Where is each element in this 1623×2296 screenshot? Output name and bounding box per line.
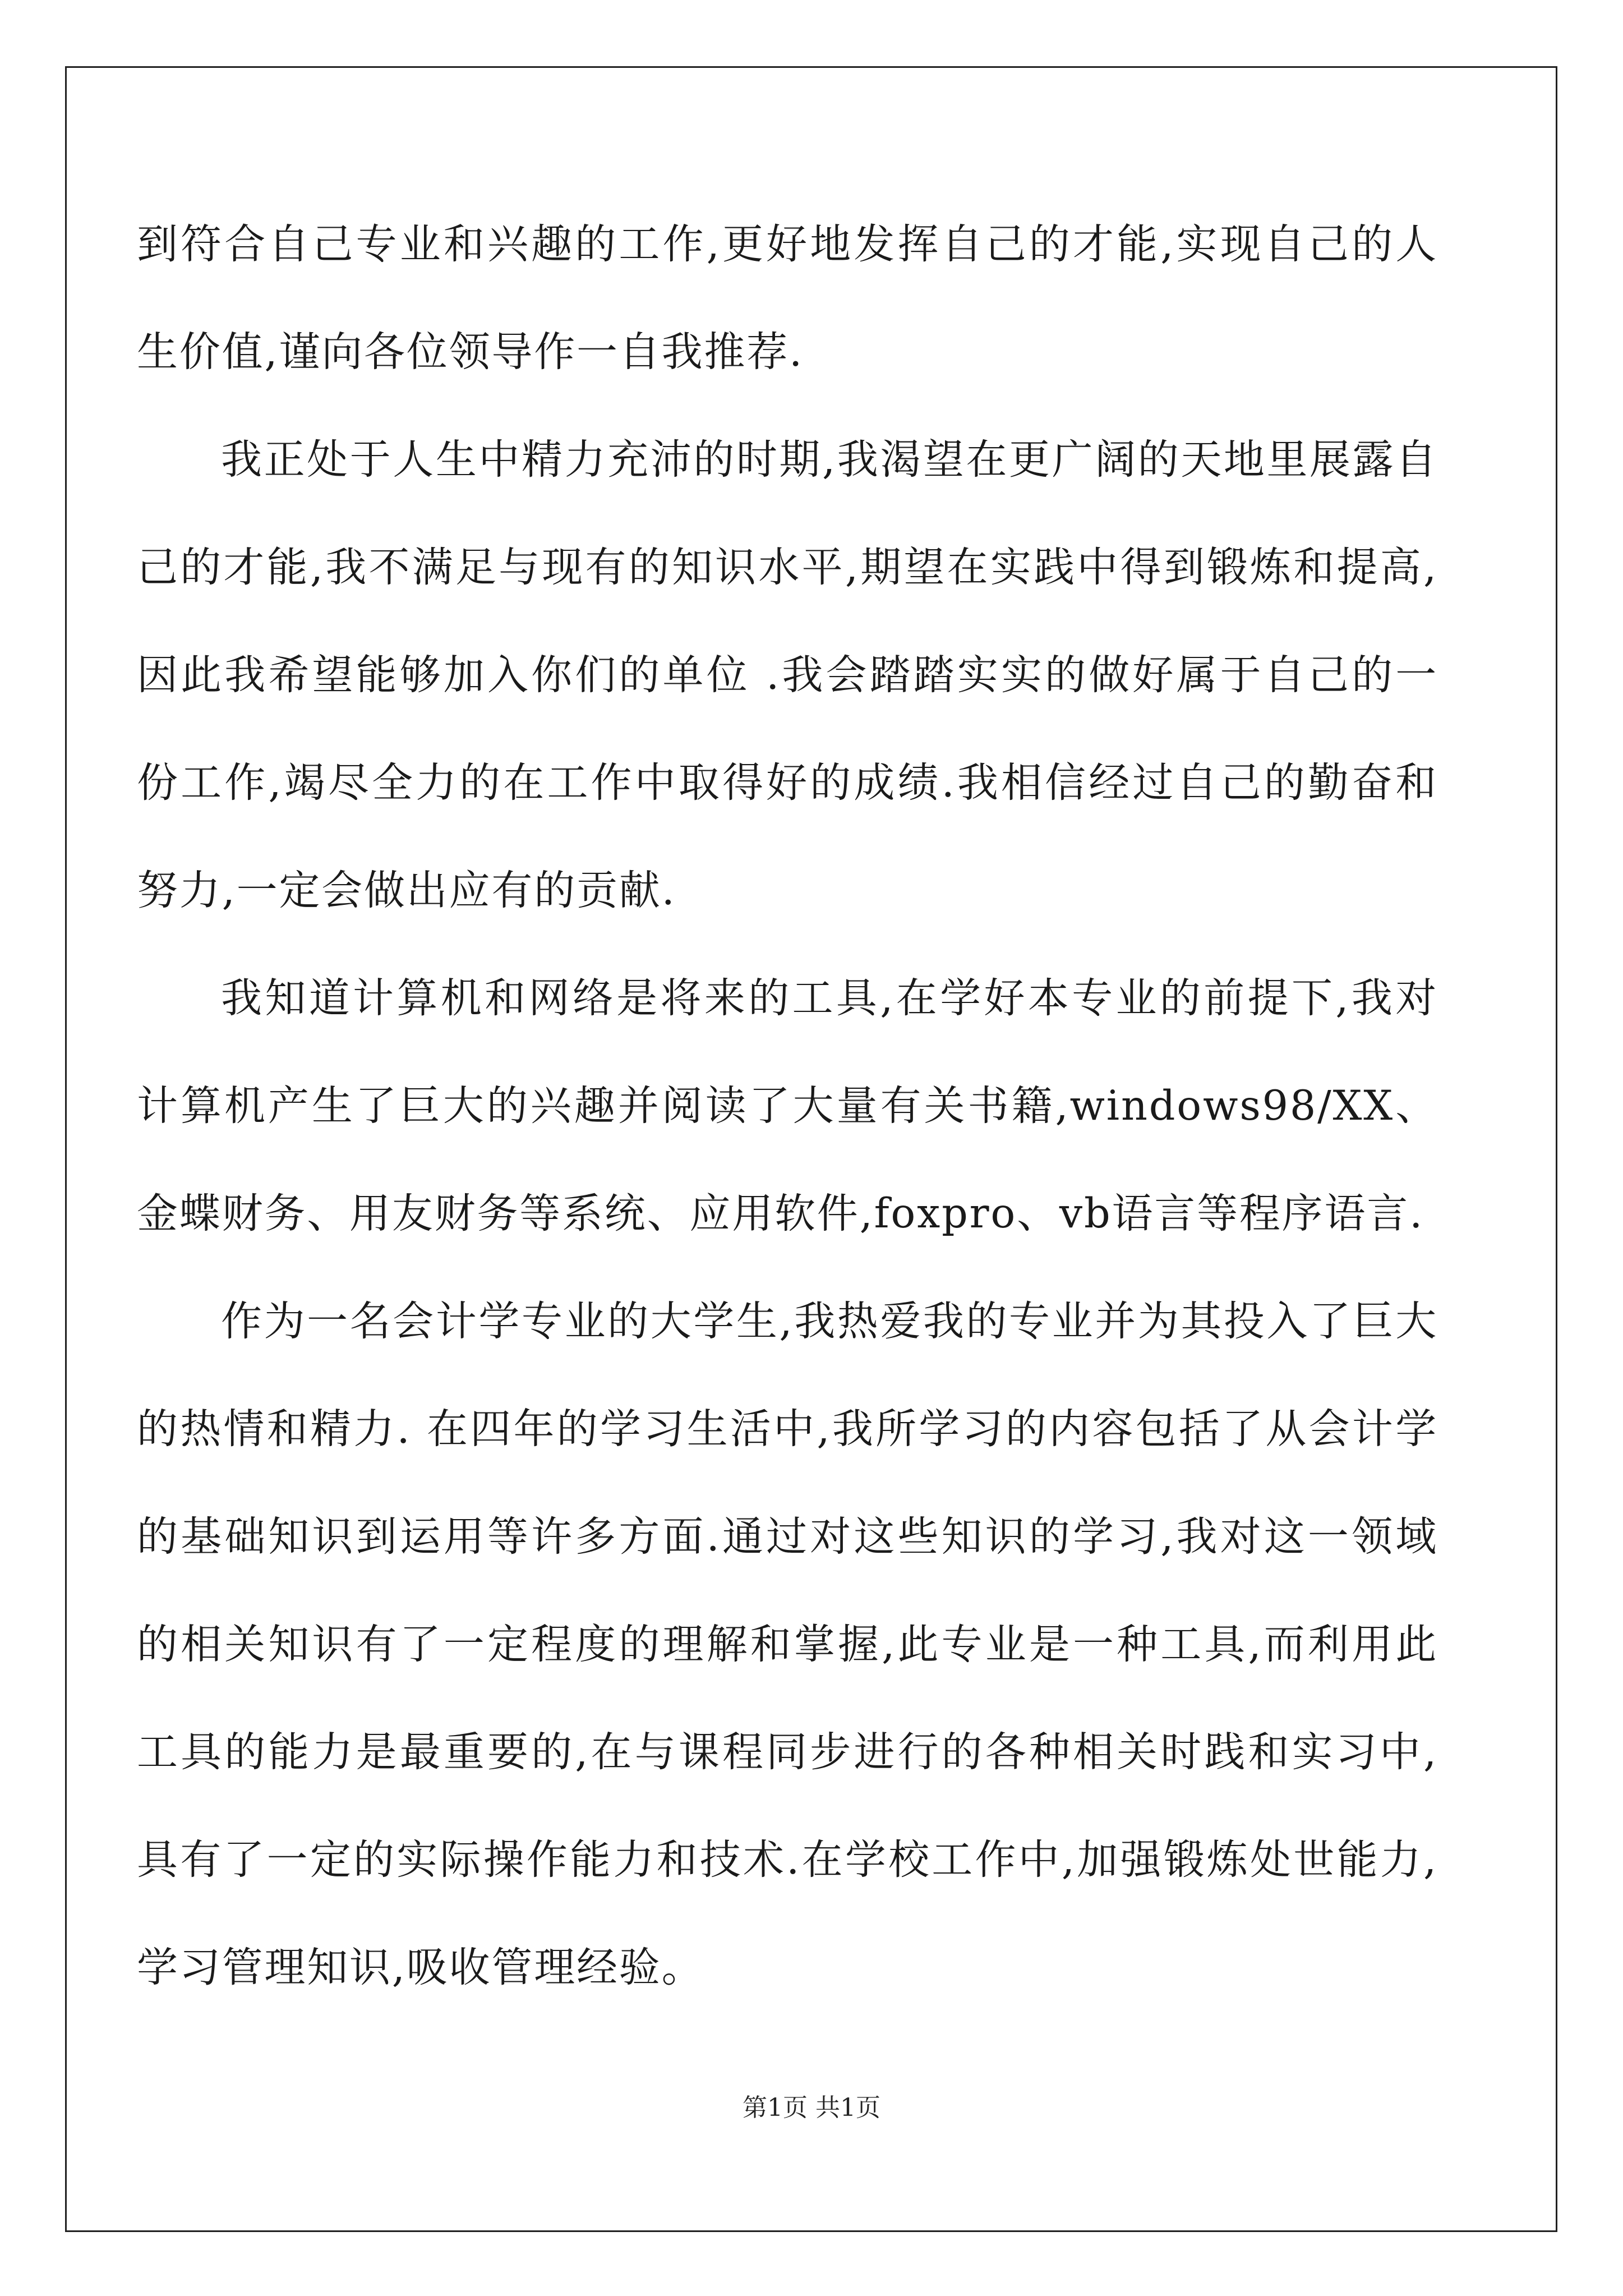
paragraph-4: 作为一名会计学专业的大学生,我热爱我的专业并为其投入了巨大的热情和精力. 在四年的学习生活中,我所学习的内容包括了从会计学的基础知识到运用等许多方面.通过对这些知识的学习,我对这一领域的相关知识有了一定程度的理解和掌握,此专业是一种工具,而利用此工具的能力是最重要的,在与课程同步进行的各种相关时践和实习中, 具有了一定的实际操作能力和技术.在学校工作中,加强锻炼处世能力,学习管理知识,吸收管理经验。 bbox=[137, 1297, 1438, 1991]
page-number-footer: 第1页 共1页 bbox=[743, 2093, 880, 2122]
paragraph-1: 到符合自己专业和兴趣的工作,更好地发挥自己的才能,实现自己的人生价值,谨向各位领导作一自我推荐. bbox=[137, 220, 1438, 376]
paragraph-2: 我正处于人生中精力充沛的时期,我渴望在更广阔的天地里展露自己的才能,我不满足与现有的知识水平,期望在实践中得到锻炼和提高,因此我希望能够加入你们的单位 .我会踏踏实实的做好属于自己的一份工作,竭尽全力的在工作中取得好的成绩.我相信经过自己的勤奋和努力,一定会做出应有的贡献. bbox=[137, 436, 1438, 914]
document-body bbox=[137, 191, 1438, 2022]
paragraph-3: 我知道计算机和网络是将来的工具,在学好本专业的前提下,我对计算机产生了巨大的兴趣并阅读了大量有关书籍,windows98/XX、金蝶财务、用友财务等系统、应用软件,foxpro、vb语言等程序语言. bbox=[137, 974, 1438, 1237]
